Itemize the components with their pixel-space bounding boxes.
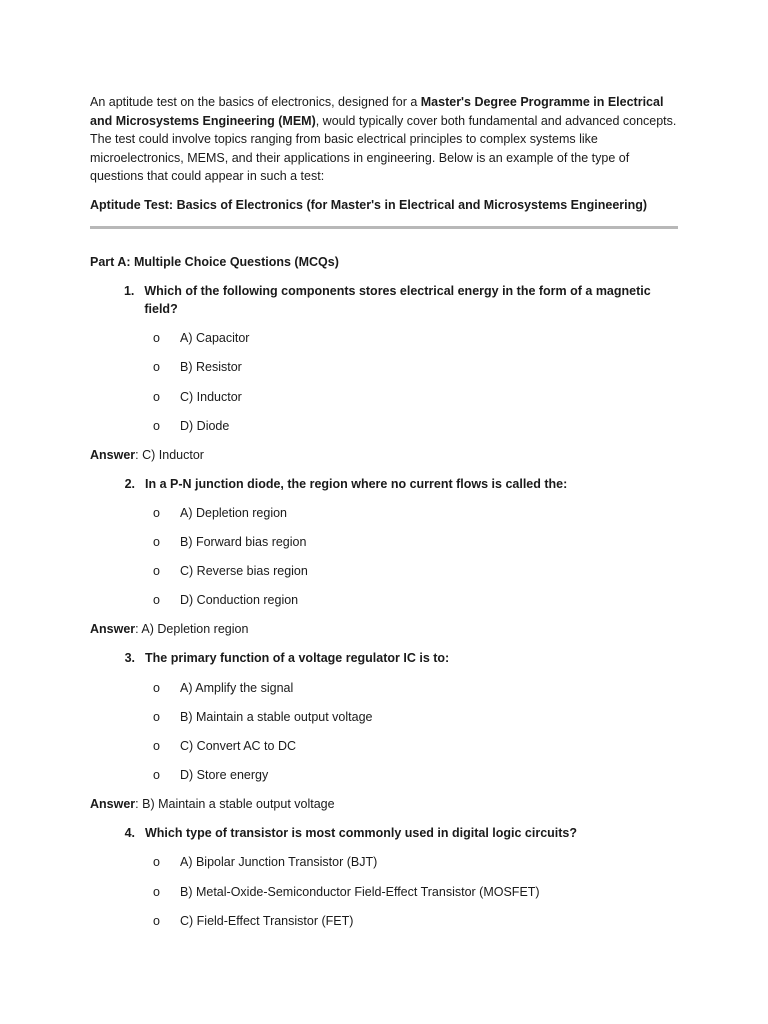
question-number: 2. bbox=[124, 476, 135, 491]
option-text: D) Conduction region bbox=[180, 593, 299, 608]
option-text: C) Field-Effect Transistor (FET) bbox=[180, 913, 354, 928]
option-text: A) Amplify the signal bbox=[180, 680, 294, 695]
question-4 bbox=[90, 824, 680, 842]
option-item bbox=[90, 853, 680, 871]
option-item bbox=[90, 708, 680, 726]
intro-rest: , would typically cover both fundamental and advanced concepts. The test could involve topics ranging from basic electrical principles to complex systems like microelectronics, MEMS, and their applications in engineering. Below is an example of the type of questions that could appear in such a test: bbox=[90, 113, 677, 184]
part-title: Part A: Multiple Choice Questions (MCQs) bbox=[90, 254, 339, 269]
option-text: B) Forward bias region bbox=[180, 535, 307, 550]
option-text: A) Capacitor bbox=[180, 331, 250, 346]
question-text: The primary function of a voltage regulator IC is to: bbox=[145, 651, 450, 666]
bullet-icon: o bbox=[153, 884, 160, 899]
answer-label: Answer bbox=[90, 797, 136, 812]
question-text: Which of the following components stores electrical energy in the form of a magnetic field? bbox=[144, 283, 651, 316]
answer-text: : A) Depletion region bbox=[135, 622, 249, 637]
option-item bbox=[90, 562, 680, 580]
option-text: D) Store energy bbox=[180, 768, 269, 783]
bullet-icon: o bbox=[153, 855, 160, 870]
answer-1 bbox=[90, 446, 680, 464]
question-1-options bbox=[90, 329, 680, 435]
bullet-icon: o bbox=[153, 680, 160, 695]
bullet-icon: o bbox=[153, 739, 160, 754]
test-title: Aptitude Test: Basics of Electronics (for Master's in Electrical and Microsystems Engineering) bbox=[90, 197, 648, 212]
bullet-icon: o bbox=[153, 564, 160, 579]
question-1 bbox=[90, 282, 680, 318]
option-item bbox=[90, 504, 680, 522]
question-number: 4. bbox=[124, 826, 135, 841]
option-item bbox=[90, 766, 680, 784]
intro-paragraph bbox=[90, 93, 680, 186]
horizontal-rule bbox=[90, 226, 678, 229]
option-text: D) Diode bbox=[180, 418, 230, 433]
option-item bbox=[90, 737, 680, 755]
option-item bbox=[90, 358, 680, 376]
option-item bbox=[90, 533, 680, 551]
option-item bbox=[90, 388, 680, 406]
question-3 bbox=[90, 649, 680, 667]
option-item bbox=[90, 679, 680, 697]
question-number: 3. bbox=[124, 651, 135, 666]
option-text: B) Resistor bbox=[180, 360, 242, 375]
bullet-icon: o bbox=[153, 505, 160, 520]
question-2 bbox=[90, 475, 680, 493]
answer-label: Answer bbox=[90, 447, 136, 462]
option-text: A) Depletion region bbox=[180, 505, 288, 520]
option-text: C) Convert AC to DC bbox=[180, 739, 297, 754]
bullet-icon: o bbox=[153, 768, 160, 783]
option-text: B) Metal-Oxide-Semiconductor Field-Effect Transistor (MOSFET) bbox=[180, 884, 540, 899]
option-item bbox=[90, 883, 680, 901]
question-text: In a P-N junction diode, the region where no current flows is called the: bbox=[145, 476, 568, 491]
question-text: Which type of transistor is most commonly used in digital logic circuits? bbox=[145, 826, 578, 841]
option-item bbox=[90, 417, 680, 435]
answer-text: : B) Maintain a stable output voltage bbox=[135, 797, 335, 812]
option-item bbox=[90, 591, 680, 609]
answer-2 bbox=[90, 620, 680, 638]
option-item bbox=[90, 912, 680, 930]
bullet-icon: o bbox=[153, 593, 160, 608]
intro-program-name: Master's Degree Programme in Electrical and Microsystems Engineering (MEM) bbox=[90, 95, 664, 128]
intro-lead: An aptitude test on the basics of electronics, designed for a bbox=[90, 95, 421, 109]
bullet-icon: o bbox=[153, 331, 160, 346]
document-page bbox=[90, 93, 680, 930]
answer-text: : C) Inductor bbox=[135, 447, 204, 462]
question-2-options bbox=[90, 504, 680, 610]
question-4-options bbox=[90, 853, 680, 929]
answer-3 bbox=[90, 795, 680, 813]
question-number: 1. bbox=[123, 283, 135, 298]
option-item bbox=[90, 329, 680, 347]
bullet-icon: o bbox=[153, 418, 160, 433]
question-3-options bbox=[90, 679, 680, 785]
bullet-icon: o bbox=[153, 913, 160, 928]
option-text: C) Inductor bbox=[180, 389, 242, 404]
bullet-icon: o bbox=[153, 360, 160, 375]
option-text: A) Bipolar Junction Transistor (BJT) bbox=[180, 855, 378, 870]
option-text: C) Reverse bias region bbox=[180, 564, 308, 579]
answer-label: Answer bbox=[90, 622, 136, 637]
option-text: B) Maintain a stable output voltage bbox=[180, 709, 373, 724]
bullet-icon: o bbox=[153, 389, 160, 404]
bullet-icon: o bbox=[153, 535, 160, 550]
bullet-icon: o bbox=[153, 709, 160, 724]
